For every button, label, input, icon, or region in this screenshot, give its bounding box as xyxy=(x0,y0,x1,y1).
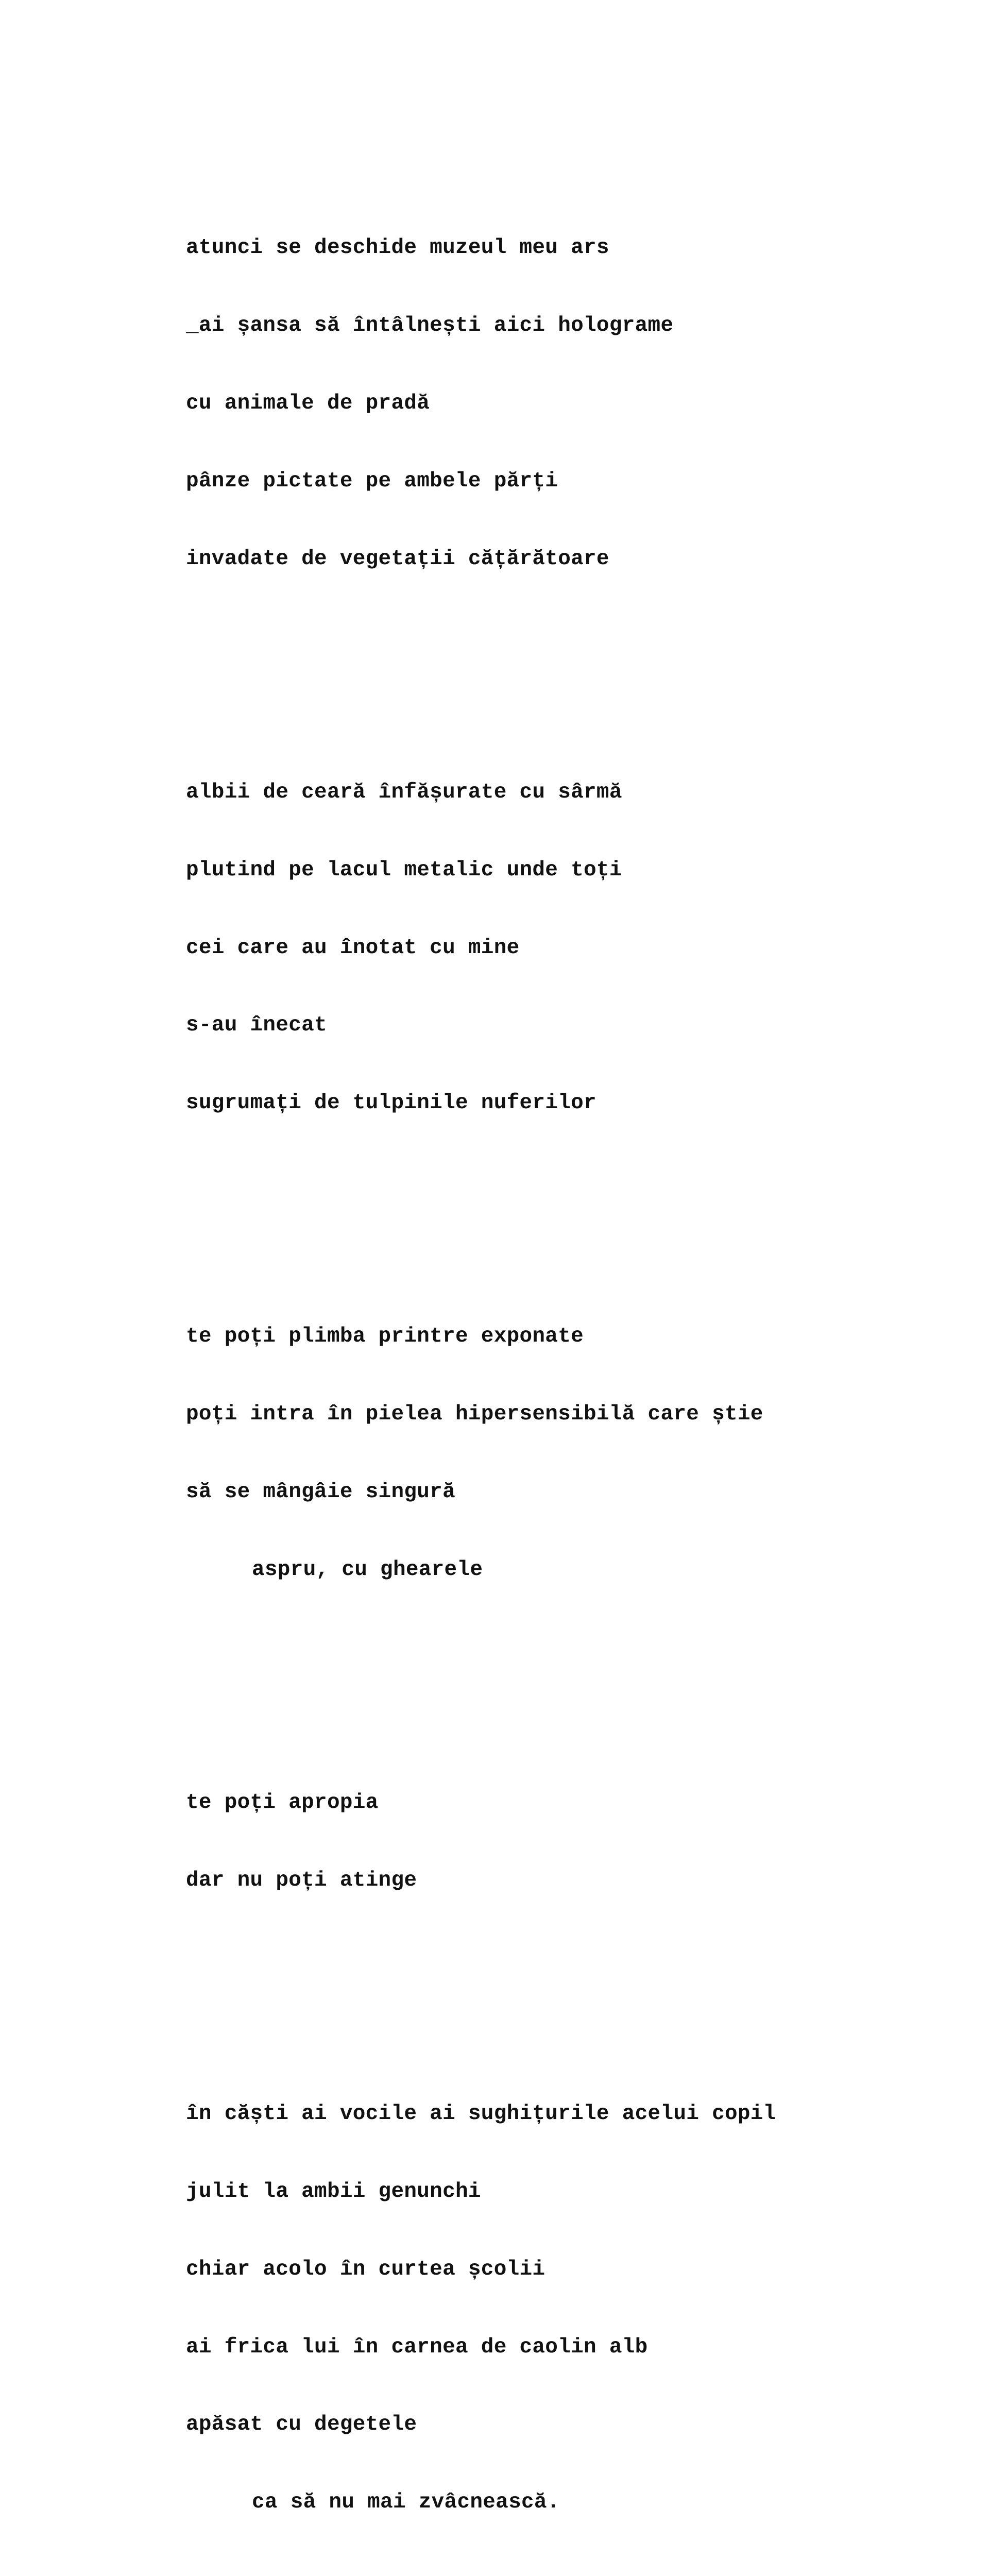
poem-line: _ai șansa să întâlnești aici holograme xyxy=(186,314,674,338)
poem-line: te poți apropia xyxy=(186,1791,379,1815)
poem-line: s-au înecat xyxy=(186,1013,327,1038)
stanza-5 xyxy=(186,2049,776,2567)
poem-line: cu animale de pradă xyxy=(186,392,430,416)
poem-line: ai frica lui în carnea de caolin alb xyxy=(186,2335,648,2359)
stanza-1 xyxy=(186,183,776,624)
poem-line: sugrumați de tulpinile nuferilor xyxy=(186,1091,596,1115)
stanza-3 xyxy=(186,1272,776,1634)
stanza-2 xyxy=(186,727,776,1168)
poem-line: atunci se deschide muzeul meu ars xyxy=(186,236,609,260)
poem-line: albii de ceară înfășurate cu sârmă xyxy=(186,780,622,804)
poem-line: apăsat cu degetele xyxy=(186,2413,417,2437)
poem-line: plutind pe lacul metalic unde toți xyxy=(186,858,622,882)
stanza-4 xyxy=(186,1738,776,1945)
poem-line: chiar acolo în curtea școlii xyxy=(186,2257,545,2281)
poem-line: în căști ai vocile ai sughițurile acelui copil xyxy=(186,2102,776,2126)
poem-line: te poți plimba printre exponate xyxy=(186,1324,584,1348)
poem-text xyxy=(186,106,776,2576)
poem-line: să se mângâie singură xyxy=(186,1480,455,1504)
poem-line: cei care au înotat cu mine xyxy=(186,936,520,960)
poem-line: invadate de vegetații cățărătoare xyxy=(186,547,609,571)
poem-line-indented: aspru, cu ghearele xyxy=(252,1557,483,1582)
poem-line-indented: ca să nu mai zvâcnească. xyxy=(252,2490,560,2515)
poem-line: poți intra în pielea hipersensibilă care știe xyxy=(186,1402,763,1426)
poem-line: julit la ambii genunchi xyxy=(186,2179,481,2204)
poem-line: dar nu poți atinge xyxy=(186,1869,417,1893)
poem-line: pânze pictate pe ambele părți xyxy=(186,469,558,494)
